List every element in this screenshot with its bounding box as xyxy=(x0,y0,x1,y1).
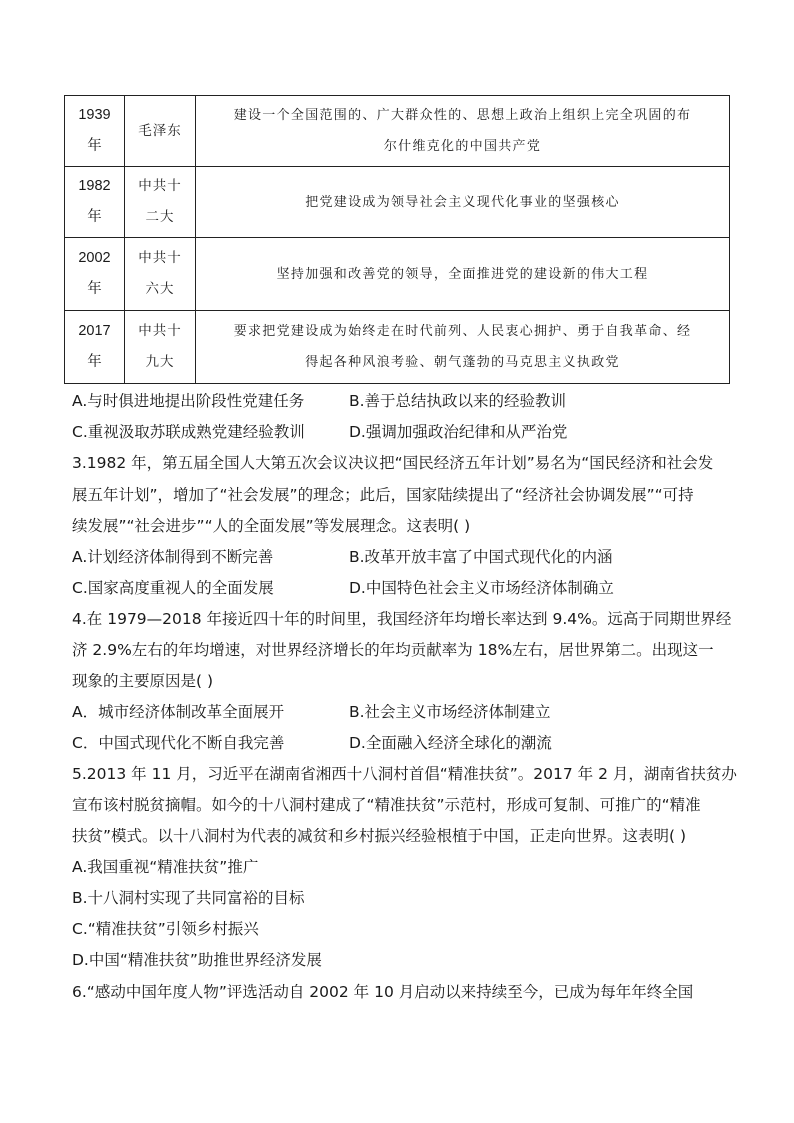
q4-stem-line-1: 4.在 1979—2018 年接近四十年的时间里，我国经济年均增长率达到 9.4%。远高于同期世界经 xyxy=(72,610,732,628)
year-cell: 1982 年 xyxy=(65,167,125,238)
q3-option-d[interactable]: D.中国特色社会主义市场经济体制确立 xyxy=(349,579,614,597)
year-cell: 2017 年 xyxy=(65,311,125,384)
q4-option-a[interactable]: A．城市经济体制改革全面展开 xyxy=(72,703,285,721)
q3-stem-line-1: 3.1982 年，第五届全国人大第五次会议决议把“国民经济五年计划”易名为“国民经济和社会发 xyxy=(72,454,714,472)
q2-option-d[interactable]: D.强调加强政治纪律和从严治党 xyxy=(349,423,568,441)
q4-option-c[interactable]: C．中国式现代化不断自我完善 xyxy=(72,734,285,752)
proposer-cell: 中共十 六大 xyxy=(125,238,196,311)
q2-options-row-1 xyxy=(72,391,732,411)
q4-option-d[interactable]: D.全面融入经济全球化的潮流 xyxy=(349,734,552,752)
content-cell: 建设一个全国范围的、广大群众性的、思想上政治上组织上完全巩固的布 尔什维克化的中国共产党 xyxy=(196,96,730,167)
q5-option-d[interactable]: D.中国“精准扶贫”助推世界经济发展 xyxy=(72,951,322,969)
q3-stem-line-3: 续发展”“社会进步”“人的全面发展”等发展理念。这表明( ) xyxy=(72,517,471,535)
content-cell: 要求把党建设成为始终走在时代前列、人民衷心拥护、勇于自我革命、经 得起各种风浪考验、朝气蓬勃的马克思主义执政党 xyxy=(196,311,730,384)
q3-option-a[interactable]: A.计划经济体制得到不断完善 xyxy=(72,548,274,566)
q2-option-a[interactable]: A.与时俱进地提出阶段性党建任务 xyxy=(72,392,305,410)
q2-option-b[interactable]: B.善于总结执政以来的经验教训 xyxy=(349,392,567,410)
q5-stem-line-3: 扶贫”模式。以十八洞村为代表的减贫和乡村振兴经验根植于中国，正走向世界。这表明( ) xyxy=(72,827,687,845)
year-cell: 1939 年 xyxy=(65,96,125,167)
proposer-cell: 中共十 九大 xyxy=(125,311,196,384)
q5-stem-line-2: 宣布该村脱贫摘帽。如今的十八洞村建成了“精准扶贫”示范村，形成可复制、可推广的“精准 xyxy=(72,796,701,814)
q4-stem-line-2: 济 2.9%左右的年均增速，对世界经济增长的年均贡献率为 18%左右，居世界第二。出现这一 xyxy=(72,641,714,659)
q3-option-c[interactable]: C.国家高度重视人的全面发展 xyxy=(72,579,274,597)
q5-option-b[interactable]: B.十八洞村实现了共同富裕的目标 xyxy=(72,889,305,907)
proposer-cell: 中共十 二大 xyxy=(125,167,196,238)
table-row xyxy=(65,238,730,311)
q3-stem-line-2: 展五年计划”，增加了“社会发展”的理念；此后，国家陆续提出了“经济社会协调发展”“可持 xyxy=(72,486,694,504)
party-building-table xyxy=(64,95,730,384)
content-cell: 坚持加强和改善党的领导，全面推进党的建设新的伟大工程 xyxy=(196,238,730,311)
proposer-cell: 毛泽东 xyxy=(125,96,196,167)
q5-stem-line-1: 5.2013 年 11 月，习近平在湖南省湘西十八洞村首倡“精准扶贫”。2017 年 2 月，湖南省扶贫办 xyxy=(72,765,737,783)
q6-stem-line-1: 6.“感动中国年度人物”评选活动自 2002 年 10 月启动以来持续至今，已成为每年年终全国 xyxy=(72,983,694,1001)
q3-options-row-2 xyxy=(72,578,732,598)
content-cell: 把党建设成为领导社会主义现代化事业的坚强核心 xyxy=(196,167,730,238)
q4-stem-line-3: 现象的主要原因是( ) xyxy=(72,672,214,690)
q2-options-row-2 xyxy=(72,422,732,442)
q4-option-b[interactable]: B.社会主义市场经济体制建立 xyxy=(349,703,551,721)
q5-option-a[interactable]: A.我国重视“精准扶贫”推广 xyxy=(72,858,259,876)
q3-options-row-1 xyxy=(72,547,732,567)
q4-options-row-2 xyxy=(72,733,732,753)
table-row xyxy=(65,311,730,384)
q4-options-row-1 xyxy=(72,702,732,722)
q5-option-c[interactable]: C.“精准扶贫”引领乡村振兴 xyxy=(72,920,259,938)
q2-option-c[interactable]: C.重视汲取苏联成熟党建经验教训 xyxy=(72,423,305,441)
table-row xyxy=(65,96,730,167)
q3-option-b[interactable]: B.改革开放丰富了中国式现代化的内涵 xyxy=(349,548,613,566)
table-row xyxy=(65,167,730,238)
year-cell: 2002 年 xyxy=(65,238,125,311)
